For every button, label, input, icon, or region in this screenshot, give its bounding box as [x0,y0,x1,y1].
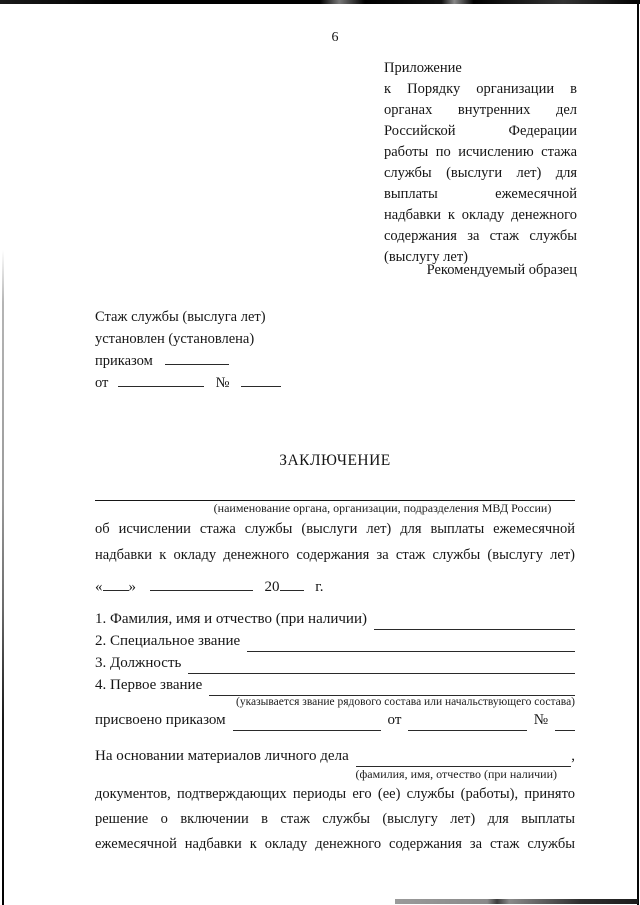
body-line-3: ежемесячной надбавки к окладу денежного содержания за стаж службы [95,836,575,852]
form-field-fullname [95,608,575,630]
year-blank [280,577,304,591]
assigned-label: присвоено приказом [95,712,226,728]
field-label: 4. Первое звание [95,677,203,693]
body-line-2: решение о включении в стаж службы (выслугу лет) для выплаты [95,811,575,827]
basis-row [95,745,575,767]
order-label: приказом [95,353,153,369]
name-caption: (фамилия, имя, отчество (при наличии) [355,767,557,781]
conclusion-body [95,500,575,857]
assigned-order-blank [233,714,381,731]
appendix-line: Российской Федерации [384,123,577,139]
field-label: 1. Фамилия, имя и отчество (при наличии) [95,611,367,627]
from-label: от [95,375,109,391]
appendix-line: Приложение [384,60,462,76]
first-rank-blank [209,679,575,696]
form-field-special-rank [95,630,575,652]
day-blank [103,577,129,591]
comma: , [571,748,575,764]
appendix-line: надбавки к окладу денежного [384,207,577,223]
special-rank-blank [247,635,575,652]
appendix-line: к Порядку организации в [384,81,577,97]
appendix-line: службы (выслуги лет) для [384,165,577,181]
scan-edge-top [0,0,640,4]
scan-edge-left [2,250,4,905]
field-label: 2. Специальное звание [95,633,241,649]
about-line-1: об исчислении стажа службы (выслуги лет) для выплаты ежемесячной [95,521,575,537]
year-century: 20 [264,579,280,595]
order-date-blank [118,373,204,387]
page-number: 6 [331,30,339,45]
conclusion-title: ЗАКЛЮЧЕНИЕ [279,452,391,469]
month-blank [150,577,253,591]
scan-edge-bottom [395,899,638,904]
approval-order-row [95,350,405,372]
appendix-line: выплаты ежемесячной [384,186,577,202]
number-sign: № [533,712,548,728]
approval-note [95,306,405,394]
form-field-first-rank [95,674,575,696]
appendix-line: содержания за стаж службы [384,228,577,244]
appendix-line: органах внутренних дел [384,102,577,118]
from-label: от [387,712,402,728]
approval-date-row [95,372,405,394]
field-label: 3. Должность [95,655,182,671]
date-row [95,576,575,598]
close-quote: » [128,579,136,595]
form-fields [95,608,575,696]
body-paragraph [95,782,575,857]
appendix-line: (выслугу лет) [384,249,468,265]
approval-line-1: Стаж службы (выслуга лет) [95,309,266,325]
scan-edge-right [637,0,639,905]
position-blank [188,657,575,674]
open-quote: « [95,579,103,595]
assigned-date-blank [408,714,526,731]
recommended-sample-label: Рекомендуемый образец [426,262,577,278]
order-name-blank [165,351,229,365]
rank-caption: (указывается звание рядового состава или начальствующего состава) [235,696,575,708]
org-name-caption: (наименование органа, организации, подразделения МВД России) [213,501,552,515]
number-sign: № [215,375,230,391]
body-line-1: документов, подтверждающих периоды его (ее) службы (работы), принято [95,786,575,802]
order-number-blank [241,373,281,387]
assigned-number-blank [555,714,575,731]
personal-file-blank [356,750,572,767]
fullname-blank [374,613,575,630]
appendix-block [384,58,577,268]
about-line-2: надбавки к окладу денежного содержания за стаж службы (выслугу лет) [95,547,575,563]
approval-line-2: установлен (установлена) [95,331,255,347]
assigned-by-order-row [95,709,575,731]
year-suffix: г. [315,579,324,595]
appendix-line: работы по исчислению стажа [384,144,577,160]
basis-label: На основании материалов личного дела [95,748,349,764]
form-field-position [95,652,575,674]
